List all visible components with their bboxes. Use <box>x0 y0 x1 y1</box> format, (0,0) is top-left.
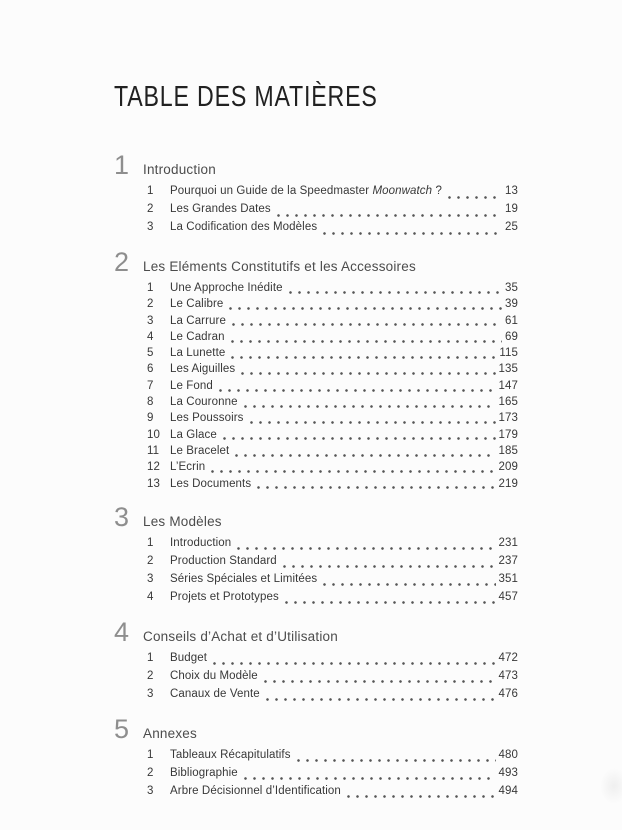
entry-label-text: Pourquoi un Guide de la Speedmaster <box>170 185 373 197</box>
toc-entry <box>147 461 518 477</box>
toc-entry <box>147 363 518 379</box>
toc-section <box>114 152 518 239</box>
dot-leader <box>229 298 502 314</box>
toc-section-entries <box>147 652 518 706</box>
table-of-contents <box>114 152 518 813</box>
dot-leader <box>323 221 502 239</box>
toc-entry <box>147 652 518 670</box>
entry-page-number: 147 <box>498 379 518 392</box>
entry-page-number: 35 <box>505 282 518 294</box>
scan-smudge <box>600 768 622 804</box>
entry-number: 2 <box>147 203 154 215</box>
dot-leader <box>237 537 495 555</box>
entry-label-text: Introduction <box>170 536 232 549</box>
toc-entry <box>147 670 518 688</box>
entry-label-text: La Carrure <box>170 314 226 327</box>
entry-label-text: Séries Spéciales et Limitées <box>170 572 318 585</box>
toc-section-header <box>114 249 518 276</box>
dot-leader <box>257 478 495 494</box>
entry-page-number: 457 <box>498 590 518 603</box>
toc-section-entries <box>147 749 518 803</box>
dot-leader <box>235 445 495 461</box>
toc-entry <box>147 396 518 412</box>
entry-label <box>170 461 205 473</box>
entry-number: 8 <box>147 396 154 409</box>
entry-label-suffix: ? <box>432 185 442 197</box>
entry-label <box>170 537 231 549</box>
entry-page-number: 135 <box>498 363 518 376</box>
toc-entry <box>147 315 518 331</box>
entry-label <box>170 652 207 664</box>
entry-label-text: Les Poussoirs <box>170 412 244 425</box>
dot-leader <box>448 185 502 203</box>
dot-leader <box>289 282 502 298</box>
entry-label <box>170 221 317 233</box>
entry-label-text: Les Grandes Dates <box>170 203 271 215</box>
dot-leader <box>264 670 496 688</box>
toc-section <box>114 501 518 609</box>
toc-entry <box>147 298 518 314</box>
section-number: 2 <box>114 247 130 277</box>
toc-section-header <box>114 616 518 647</box>
entry-page-number: 165 <box>498 396 518 409</box>
dot-leader <box>211 461 495 477</box>
entry-number: 13 <box>147 477 160 490</box>
entry-number: 1 <box>147 651 154 664</box>
entry-label <box>170 785 341 797</box>
entry-label <box>170 445 229 457</box>
entry-label-text: Production Standard <box>170 554 277 567</box>
toc-section-entries <box>147 185 518 239</box>
entry-label <box>170 347 225 359</box>
entry-number: 3 <box>147 572 154 585</box>
dot-leader <box>241 363 495 379</box>
dot-leader <box>244 396 496 412</box>
section-title: Conseils d’Achat et d’Utilisation <box>143 628 338 644</box>
dot-leader <box>347 785 496 803</box>
toc-section-header <box>114 713 518 744</box>
entry-label-text: Tableaux Récapitulatifs <box>170 748 291 761</box>
toc-section <box>114 713 518 803</box>
dot-leader <box>250 412 496 428</box>
entry-number: 6 <box>147 363 154 376</box>
dot-leader <box>244 767 496 785</box>
toc-section <box>114 249 518 494</box>
entry-number: 4 <box>147 590 154 603</box>
toc-section-header <box>114 501 518 532</box>
entry-page-number: 13 <box>505 185 518 197</box>
entry-label-text: La Couronne <box>170 396 238 409</box>
entry-number: 2 <box>147 669 154 682</box>
entry-label <box>170 282 283 294</box>
entry-number: 11 <box>147 444 160 457</box>
toc-entry <box>147 445 518 461</box>
entry-label <box>170 767 238 779</box>
dot-leader <box>323 573 495 591</box>
entry-label-text: L’Ecrin <box>170 461 206 474</box>
toc-entry <box>147 347 518 363</box>
toc-section-header <box>114 152 518 179</box>
entry-label-italic: Moonwatch <box>372 185 433 197</box>
entry-number: 4 <box>147 330 154 343</box>
entry-label <box>170 396 238 408</box>
toc-entry <box>147 221 518 239</box>
dot-leader <box>266 688 496 706</box>
entry-label-text: Le Bracelet <box>170 444 230 457</box>
entry-number: 3 <box>147 784 154 797</box>
entry-number: 2 <box>147 554 154 567</box>
entry-label <box>170 412 244 424</box>
entry-page-number: 480 <box>498 748 518 761</box>
entry-label-text: La Glace <box>170 428 217 441</box>
entry-label-text: Le Calibre <box>170 298 224 311</box>
entry-label-text: Choix du Modèle <box>170 669 258 682</box>
entry-number: 1 <box>147 185 154 197</box>
toc-entry <box>147 688 518 706</box>
toc-entry <box>147 785 518 803</box>
entry-label <box>170 363 235 375</box>
toc-entry <box>147 185 518 203</box>
entry-label-text: Canaux de Vente <box>170 687 260 700</box>
section-title: Les Modèles <box>143 513 222 529</box>
toc-entry <box>147 749 518 767</box>
entry-page-number: 494 <box>498 784 518 797</box>
section-number: 1 <box>114 150 130 180</box>
entry-label <box>170 331 225 343</box>
entry-label-text: Arbre Décisionnel d’Identification <box>170 784 341 797</box>
toc-entry <box>147 591 518 609</box>
entry-label-text: Projets et Prototypes <box>170 590 279 603</box>
toc-entry <box>147 767 518 785</box>
toc-section <box>114 616 518 706</box>
toc-entry <box>147 478 518 494</box>
toc-entry <box>147 380 518 396</box>
entry-number: 1 <box>147 536 154 549</box>
entry-label <box>170 688 260 700</box>
dot-leader <box>231 331 502 347</box>
entry-number: 1 <box>147 282 154 294</box>
entry-number: 3 <box>147 314 154 327</box>
entry-label <box>170 749 291 761</box>
toc-section-entries <box>147 537 518 609</box>
section-number: 4 <box>114 616 130 647</box>
entry-page-number: 69 <box>505 330 518 343</box>
page-title: TABLE DES MATIÈRES <box>114 81 378 113</box>
entry-page-number: 39 <box>505 298 518 311</box>
entry-number: 12 <box>147 461 160 474</box>
section-title: Les Eléments Constitutifs et les Accessoires <box>143 259 416 274</box>
entry-number: 1 <box>147 748 154 761</box>
entry-label-text: Une Approche Inédite <box>170 282 283 294</box>
entry-page-number: 115 <box>499 347 518 360</box>
toc-entry <box>147 412 518 428</box>
entry-label <box>170 670 258 682</box>
entry-page-number: 179 <box>498 428 518 441</box>
entry-page-number: 19 <box>505 203 518 215</box>
toc-entry <box>147 331 518 347</box>
entry-page-number: 476 <box>498 687 518 700</box>
entry-page-number: 473 <box>498 669 518 682</box>
entry-page-number: 173 <box>498 412 518 425</box>
entry-label <box>170 573 317 585</box>
entry-label-text: Bibliographie <box>170 766 238 779</box>
toc-section-entries <box>147 282 518 494</box>
entry-number: 9 <box>147 412 154 425</box>
dot-leader <box>283 555 496 573</box>
section-number: 5 <box>114 713 130 744</box>
entry-label-text: Le Fond <box>170 379 213 392</box>
entry-page-number: 493 <box>498 766 518 779</box>
dot-leader <box>223 429 496 445</box>
toc-entry <box>147 573 518 591</box>
entry-label <box>170 429 217 441</box>
entry-label <box>170 315 226 327</box>
entry-page-number: 351 <box>498 572 518 585</box>
entry-number: 5 <box>147 347 154 360</box>
dot-leader <box>231 347 496 363</box>
entry-label <box>170 478 251 490</box>
entry-number: 3 <box>147 687 154 700</box>
entry-page-number: 209 <box>498 461 518 474</box>
dot-leader <box>213 652 495 670</box>
entry-label <box>170 203 271 215</box>
entry-label-text: Les Documents <box>170 477 252 490</box>
entry-number: 2 <box>147 298 154 311</box>
entry-label <box>170 298 223 310</box>
entry-label <box>170 185 442 197</box>
entry-number: 3 <box>147 221 154 233</box>
section-title: Introduction <box>143 162 216 177</box>
section-number: 3 <box>114 501 130 532</box>
entry-page-number: 237 <box>498 554 518 567</box>
entry-number: 2 <box>147 766 154 779</box>
toc-entry <box>147 537 518 555</box>
entry-page-number: 185 <box>498 444 518 457</box>
toc-entry <box>147 282 518 298</box>
dot-leader <box>277 203 502 221</box>
entry-page-number: 472 <box>498 651 518 664</box>
entry-label <box>170 380 213 392</box>
toc-entry <box>147 429 518 445</box>
entry-label-text: Les Aiguilles <box>170 363 236 376</box>
entry-page-number: 231 <box>498 536 518 549</box>
entry-page-number: 61 <box>505 314 518 327</box>
section-title: Annexes <box>143 725 197 741</box>
entry-label-text: Budget <box>170 651 208 664</box>
entry-label-text: La Lunette <box>170 347 226 360</box>
entry-label <box>170 555 277 567</box>
entry-page-number: 219 <box>498 477 518 490</box>
toc-entry <box>147 555 518 573</box>
dot-leader <box>219 380 496 396</box>
entry-page-number: 25 <box>505 221 518 233</box>
dot-leader <box>297 749 496 767</box>
entry-number: 7 <box>147 379 154 392</box>
entry-label-text: Le Cadran <box>170 330 225 343</box>
entry-label-text: La Codification des Modèles <box>170 221 318 233</box>
dot-leader <box>285 591 496 609</box>
entry-number: 10 <box>147 428 160 441</box>
entry-label <box>170 591 279 603</box>
dot-leader <box>232 315 502 331</box>
toc-entry <box>147 203 518 221</box>
